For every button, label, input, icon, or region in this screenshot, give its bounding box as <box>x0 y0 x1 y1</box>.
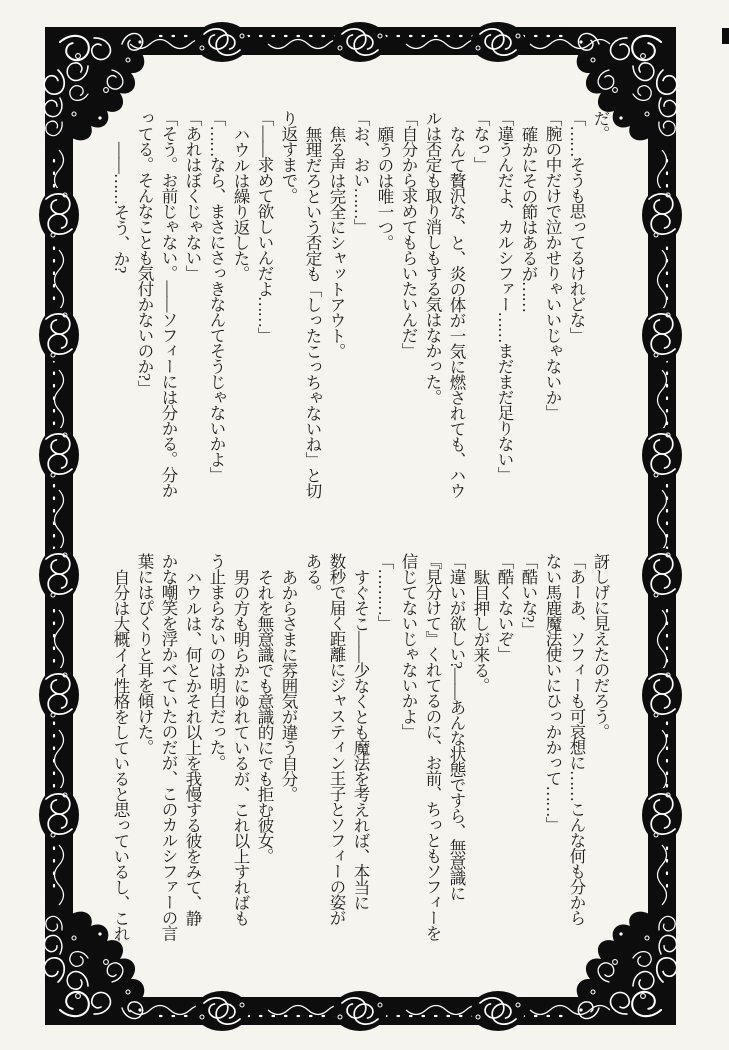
text-column: り返すまで。 <box>279 110 298 203</box>
text-column: なんて贅沢な、と、炎の体が一気に燃されても、ハウ <box>447 126 466 498</box>
text-column: ハウルは繰り返した。 <box>231 126 250 281</box>
text-column: 「……そうも思ってるけれどな」 <box>567 110 586 343</box>
text-column: 「あーあ、ソフィーも可哀想に……こんな何も分から <box>567 553 586 925</box>
text-column: 「違いが欲しい?――あんな状態ですら、無意識に <box>447 553 466 901</box>
text-column: 「なっ」 <box>471 110 490 172</box>
text-column: かな嘲笑を浮かべていたのだが、このカルシファーの言 <box>159 553 178 941</box>
text-column: それを無意識でも意識的にでも拒む彼女。 <box>255 569 274 864</box>
text-block-bottom <box>108 553 612 971</box>
text-column: 「腕の中だけで泣かせりゃいいじゃないか」 <box>543 110 562 420</box>
text-column: ハウルは、何とかそれ以上を我慢する彼をみて、静 <box>183 569 202 926</box>
text-column: 無理だろという否定も「しったこっちゃないね」と切 <box>303 126 322 498</box>
text-column: 「……なら、まさにさっきなんてそうじゃないかよ」 <box>207 110 226 482</box>
text-column: 『見分けて』くれてるのに、お前、ちっともソフィーを <box>423 553 442 941</box>
text-column: あからさまに雰囲気が違う自分。 <box>279 569 298 802</box>
text-column: 「お、おい……」 <box>351 110 370 234</box>
text-column: ある。 <box>303 553 322 600</box>
text-column: 「――求めて欲しいんだよ……」 <box>255 110 274 343</box>
text-column: 「………」 <box>375 553 394 631</box>
text-column: 確かにその節はあるが…… <box>519 126 538 312</box>
text-column: だ。 <box>591 110 610 141</box>
text-column: ――……そう、か? <box>111 142 130 273</box>
text-column: すぐそこ――少なくとも魔法を考えれば、本当に <box>351 569 370 910</box>
text-column: 「そう。お前じゃない。――ソフィーには分かる。分か <box>159 110 178 498</box>
text-column: 願うのは唯一つ。 <box>375 126 394 250</box>
text-column: ルは否定も取り消しもする気はなかった。 <box>423 110 442 405</box>
text-column: 「自分から求めてもらいたいんだ」 <box>399 110 418 358</box>
text-column: ってる。そんなことも気付かないのか?」 <box>135 110 154 396</box>
text-column: 訝しげに見えたのだろう。 <box>591 553 610 739</box>
scan-speck <box>722 28 729 44</box>
text-column: 男の方も明らかにゆれているが、これ以上すればも <box>231 569 250 926</box>
text-column: 信じてないじゃないかよ」 <box>399 553 418 739</box>
text-column: ない馬鹿魔法使いにひっかかって……」 <box>543 553 562 832</box>
text-column: 「酷くないぞ」 <box>495 553 514 662</box>
text-block-top <box>108 110 612 514</box>
text-column: 「酷いな?」 <box>519 553 538 637</box>
text-column: 「違うんだよ、カルシファー……まだまだ足りない」 <box>495 110 514 482</box>
text-column: 駄目押しが来る。 <box>471 569 490 693</box>
text-column: 自分は大概イイ性格をしていると思っているし、これ <box>111 569 130 941</box>
text-column: 焦る声は完全にシャットアウト。 <box>327 126 346 359</box>
text-column: 「あれはぼくじゃない」 <box>183 110 202 281</box>
text-column: 葉にはぴくりと耳を傾けた。 <box>135 553 154 755</box>
text-column: 数秒で届く距離にジャスティン王子とソフィーの姿が <box>327 553 346 925</box>
text-column: う止まらないのは明白だった。 <box>207 553 226 770</box>
